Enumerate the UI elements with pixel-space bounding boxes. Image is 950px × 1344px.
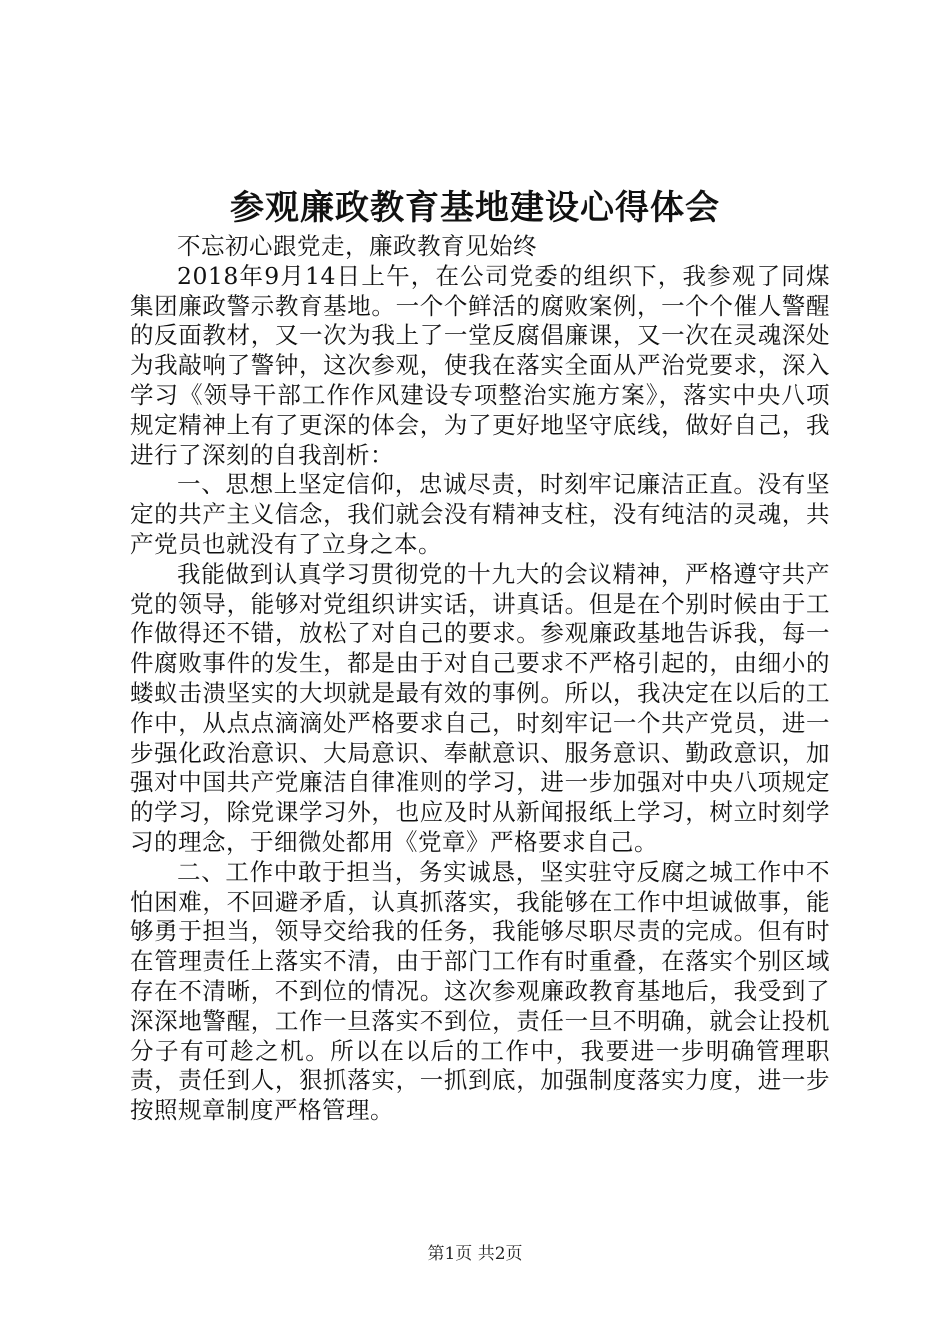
document-body bbox=[130, 232, 830, 1126]
paragraph-section-two: 二、工作中敢于担当，务实诚恳，坚实驻守反腐之城工作中不怕困难，不回避矛盾，认真抓落实，我能够在工作中坦诚做事，能够勇于担当，领导交给我的任务，我能够尽职尽责的完成。但有时在管理责任上落实不清，由于部门工作有时重叠，在落实个别区域存在不清晰，不到位的情况。这次参观廉政教育基地后，我受到了深深地警醒，工作一旦落实不到位，责任一旦不明确，就会让投机分子有可趁之机。所以在以后的工作中，我要进一步明确管理职责，责任到人，狠抓落实，一抓到底，加强制度落实力度，进一步按照规章制度严格管理。 bbox=[130, 857, 830, 1125]
paragraph-subtitle: 不忘初心跟党走，廉政教育见始终 bbox=[177, 232, 537, 260]
paragraph-section-one: 一、思想上坚定信仰，忠诚尽责，时刻牢记廉洁正直。没有坚定的共产主义信念，我们就会没有精神支柱，没有纯洁的灵魂，共产党员也就没有了立身之本。 bbox=[130, 470, 830, 558]
paragraph-intro: 2018年9月14日上午，在公司党委的组织下，我参观了同煤集团廉政警示教育基地。一个个鲜活的腐败案例，一个个催人警醒的反面教材，又一次为我上了一堂反腐倡廉课，又一次在灵魂深处为我敲响了警钟，这次参观，使我在落实全面从严治党要求，深入学习《领导干部工作作风建设专项整治实施方案》，落实中央八项规定精神上有了更深的体会，为了更好地坚守底线，做好自己，我进行了深刻的自我剖析： bbox=[130, 261, 830, 469]
paragraph-section-one-detail: 我能做到认真学习贯彻党的十九大的会议精神，严格遵守共产党的领导，能够对党组织讲实话，讲真话。但是在个别时候由于工作做得还不错，放松了对自己的要求。参观廉政基地告诉我，每一件腐败事件的发生，都是由于对自己要求不严格引起的，由细小的蝼蚁击溃坚实的大坝就是最有效的事例。所以，我决定在以后的工作中，从点点滴滴处严格要求自己，时刻牢记一个共产党员，进一步强化政治意识、大局意识、奉献意识、服务意识、勤政意识，加强对中国共产党廉洁自律准则的学习，进一步加强对中央八项规定的学习，除党课学习外，也应及时从新闻报纸上学习，树立时刻学习的理念，于细微处都用《党章》严格要求自己。 bbox=[130, 559, 830, 856]
page-number-footer: 第1页 共2页 bbox=[427, 1244, 523, 1264]
document-title: 参观廉政教育基地建设心得体会 bbox=[230, 188, 720, 228]
